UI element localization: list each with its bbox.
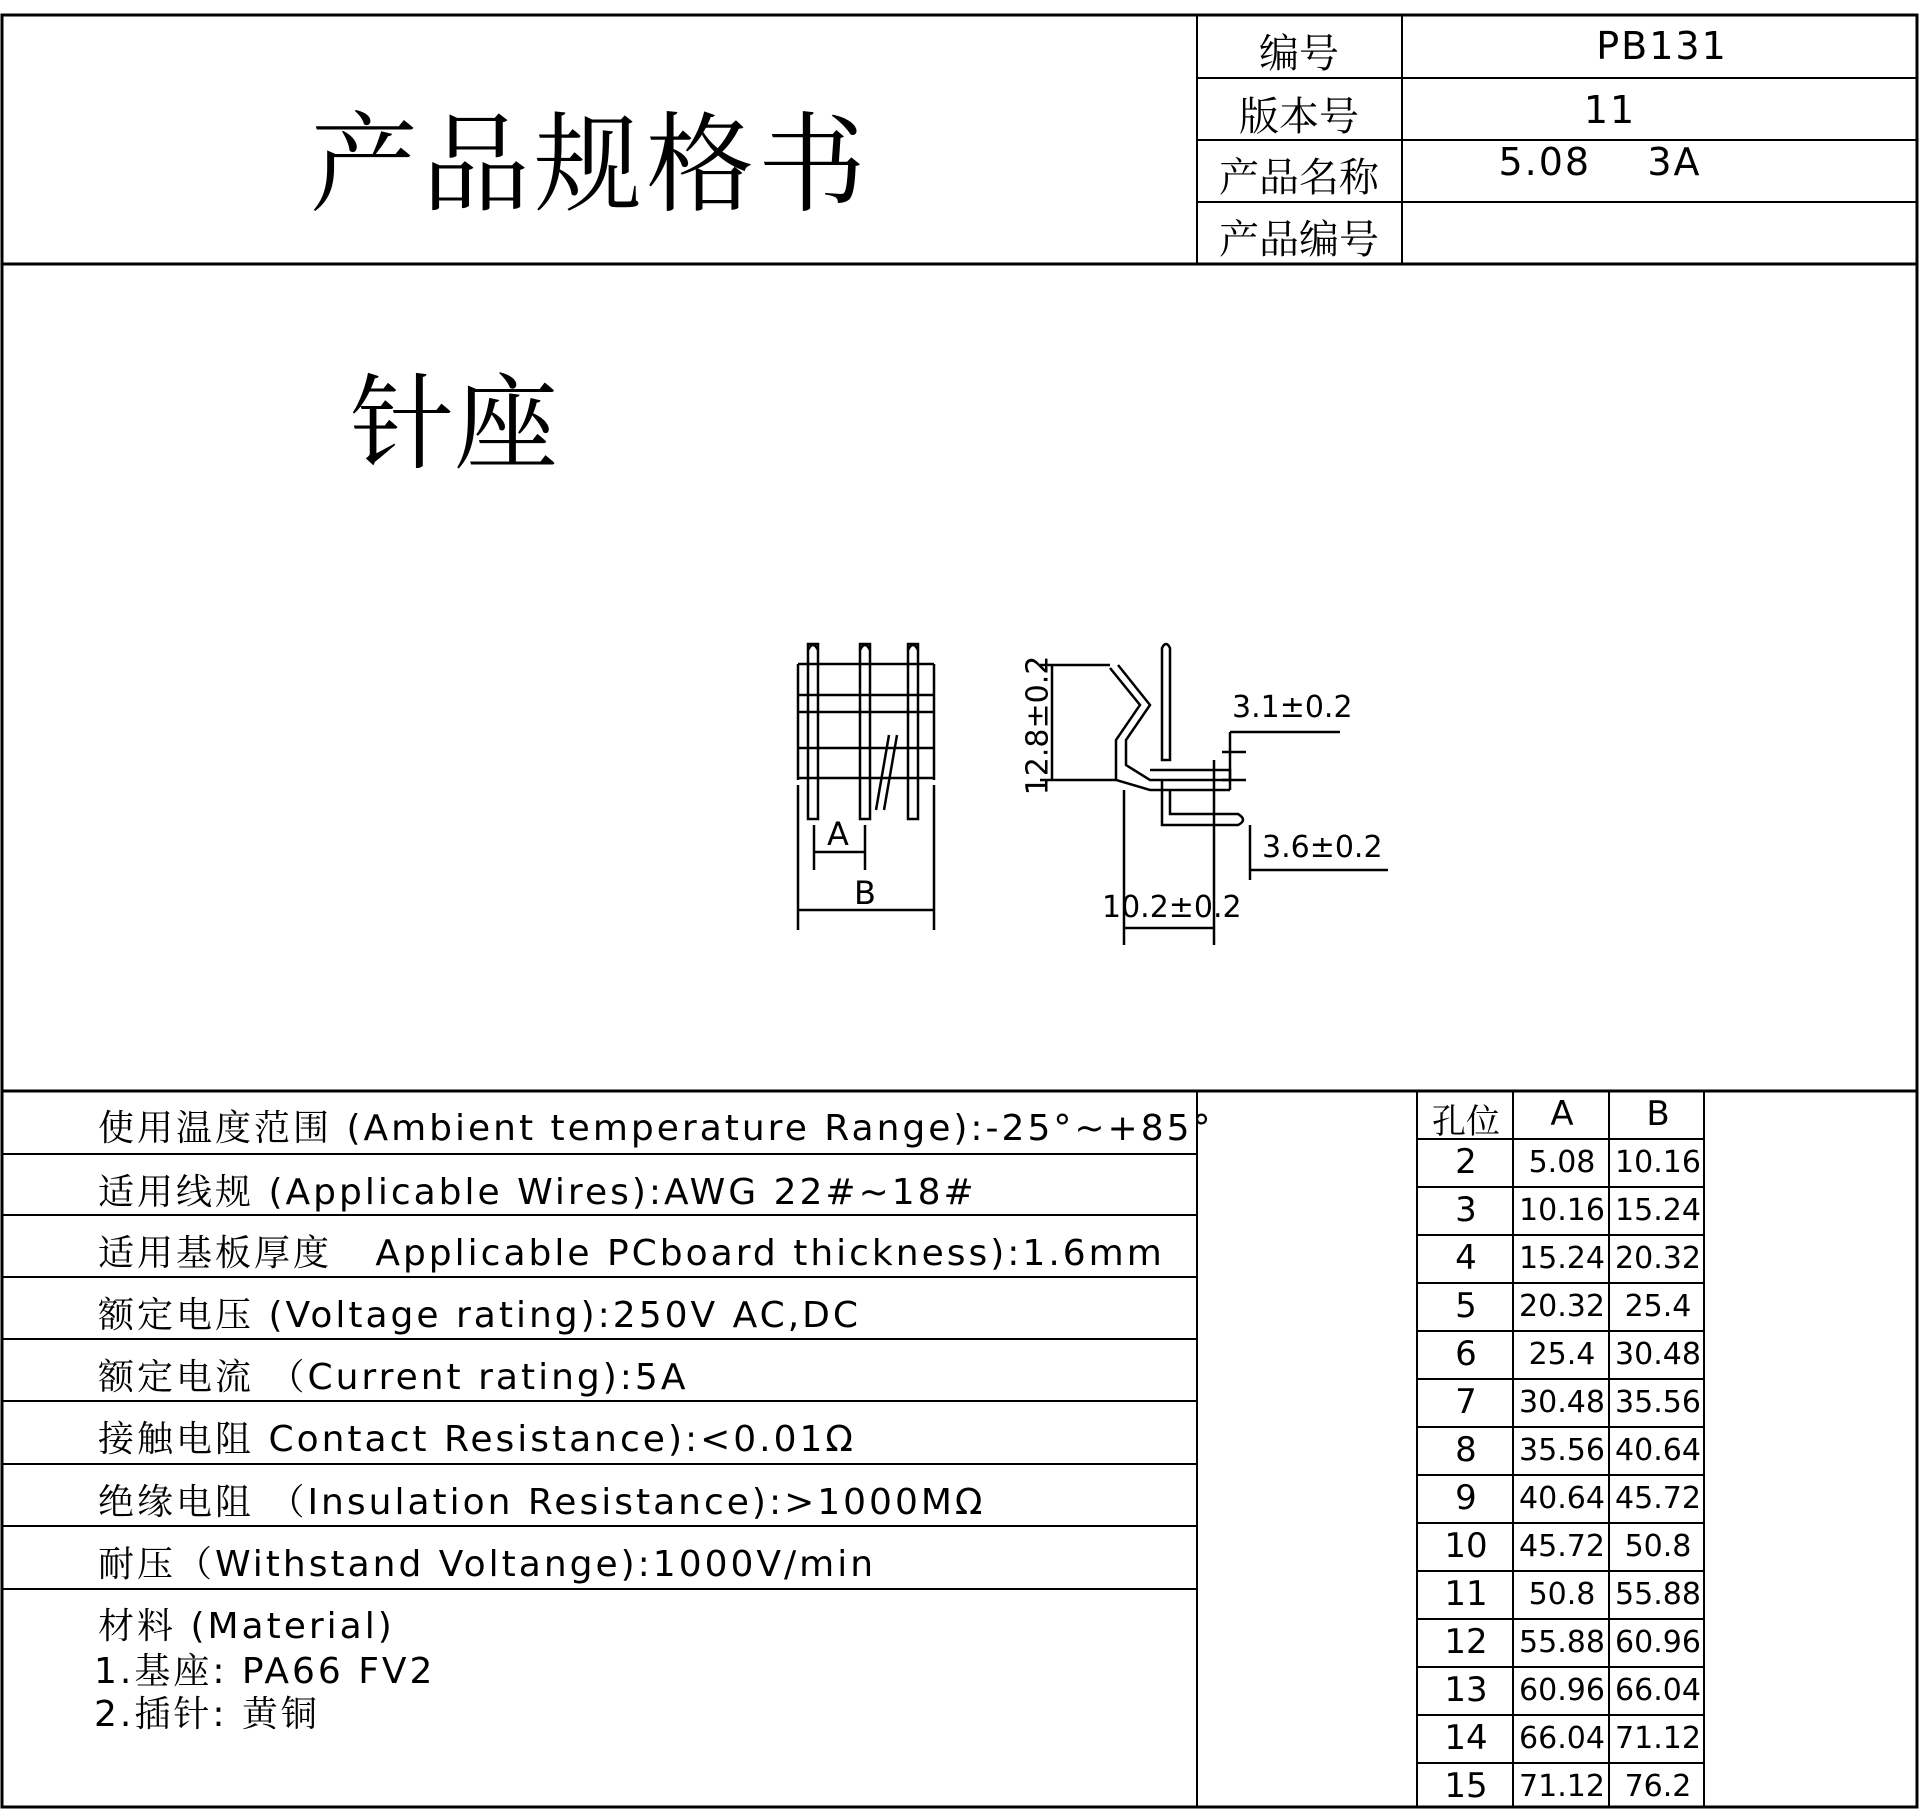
- spec-pcb-thickness: 适用基板厚度 Applicable PCboard thickness):1.6mm: [98, 1233, 1165, 1274]
- size-table-b-value: 50.8: [1624, 1529, 1692, 1564]
- size-table-positions: 11: [1444, 1574, 1488, 1614]
- size-table-a-value: 35.56: [1519, 1433, 1605, 1468]
- size-table-b-value: 40.64: [1615, 1433, 1701, 1468]
- field-value-product-name: 5.08 3A: [1498, 140, 1702, 184]
- size-table-a-value: 20.32: [1519, 1289, 1605, 1324]
- dimension-3-1: 3.1±0.2: [1232, 690, 1353, 725]
- size-table-a-value: 5.08: [1528, 1145, 1596, 1180]
- size-table-a-value: 50.8: [1528, 1577, 1596, 1612]
- dimension-height: 12.8±0.2: [1020, 655, 1056, 796]
- dimension-label-a: A: [827, 815, 849, 853]
- size-table-positions: 13: [1444, 1670, 1488, 1710]
- size-table-a-value: 55.88: [1519, 1625, 1605, 1660]
- spec-withstand-voltage: 耐压（Withstand Voltange):1000V/min: [98, 1544, 877, 1585]
- size-table-header: A: [1550, 1094, 1574, 1134]
- size-table-b-value: 71.12: [1615, 1721, 1701, 1756]
- size-table-header: 孔位: [1432, 1102, 1500, 1142]
- size-table-b-value: 55.88: [1615, 1577, 1701, 1612]
- field-label-product-name: 产品名称: [1219, 155, 1379, 201]
- size-table-b-value: 66.04: [1615, 1673, 1701, 1708]
- field-value-version: 11: [1583, 88, 1637, 132]
- field-label-version: 版本号: [1239, 94, 1359, 140]
- size-table-a-value: 25.4: [1528, 1337, 1596, 1372]
- material-title: 材料 (Material): [98, 1606, 395, 1647]
- size-table-b-value: 20.32: [1615, 1241, 1701, 1276]
- field-label-product-code: 产品编号: [1219, 217, 1379, 263]
- size-table-a-value: 60.96: [1519, 1673, 1605, 1708]
- dimension-3-6: 3.6±0.2: [1262, 830, 1383, 865]
- size-table-b-value: 45.72: [1615, 1481, 1701, 1516]
- size-table-positions: 14: [1444, 1718, 1488, 1758]
- size-table-positions: 6: [1455, 1334, 1477, 1374]
- size-table-positions: 7: [1455, 1382, 1477, 1422]
- size-table-a-value: 45.72: [1519, 1529, 1605, 1564]
- size-table-positions: 15: [1444, 1766, 1488, 1806]
- size-table-positions: 5: [1455, 1286, 1477, 1326]
- size-table-positions: 2: [1455, 1142, 1477, 1182]
- size-table-a-value: 40.64: [1519, 1481, 1605, 1516]
- spec-current: 额定电流 （Current rating):5A: [98, 1357, 689, 1398]
- size-table-a-value: 15.24: [1519, 1241, 1605, 1276]
- spec-insulation-resistance: 绝缘电阻 （Insulation Resistance):>1000MΩ: [98, 1482, 986, 1523]
- size-table-positions: 4: [1455, 1238, 1477, 1278]
- field-value-number: PB131: [1596, 24, 1728, 68]
- size-table-a-value: 66.04: [1519, 1721, 1605, 1756]
- size-table-b-value: 10.16: [1615, 1145, 1701, 1180]
- size-table-positions: 3: [1455, 1190, 1477, 1230]
- spec-temperature: 使用温度范围 (Ambient temperature Range):-25°~+85°: [98, 1108, 1214, 1149]
- size-table-a-value: 30.48: [1519, 1385, 1605, 1420]
- material-line-2: 2.插针: 黄铜: [94, 1694, 320, 1735]
- size-table-positions: 8: [1455, 1430, 1477, 1470]
- size-table-b-value: 60.96: [1615, 1625, 1701, 1660]
- product-name: 针座: [350, 363, 559, 485]
- size-table-positions: 9: [1455, 1478, 1477, 1518]
- size-table-a-value: 10.16: [1519, 1193, 1605, 1228]
- dimension-10-2: 10.2±0.2: [1102, 890, 1242, 925]
- dimension-label-b: B: [854, 874, 876, 912]
- size-table-a-value: 71.12: [1519, 1769, 1605, 1804]
- size-table-b-value: 76.2: [1624, 1769, 1692, 1804]
- material-line-1: 1.基座: PA66 FV2: [94, 1651, 436, 1692]
- spec-voltage: 额定电压 (Voltage rating):250V AC,DC: [98, 1295, 862, 1336]
- size-table-b-value: 25.4: [1624, 1289, 1692, 1324]
- size-table-b-value: 35.56: [1615, 1385, 1701, 1420]
- size-table-b-value: 15.24: [1615, 1193, 1701, 1228]
- size-table-b-value: 30.48: [1615, 1337, 1701, 1372]
- field-label-number: 编号: [1259, 31, 1339, 77]
- size-table-positions: 10: [1444, 1526, 1488, 1566]
- size-table-header: B: [1646, 1094, 1670, 1134]
- front-view-pins: [808, 644, 918, 819]
- spec-wires: 适用线规 (Applicable Wires):AWG 22#~18#: [98, 1172, 977, 1213]
- document-title: 产品规格书: [310, 103, 871, 228]
- size-table-positions: 12: [1444, 1622, 1488, 1662]
- spec-contact-resistance: 接触电阻 Contact Resistance):<0.01Ω: [98, 1419, 856, 1460]
